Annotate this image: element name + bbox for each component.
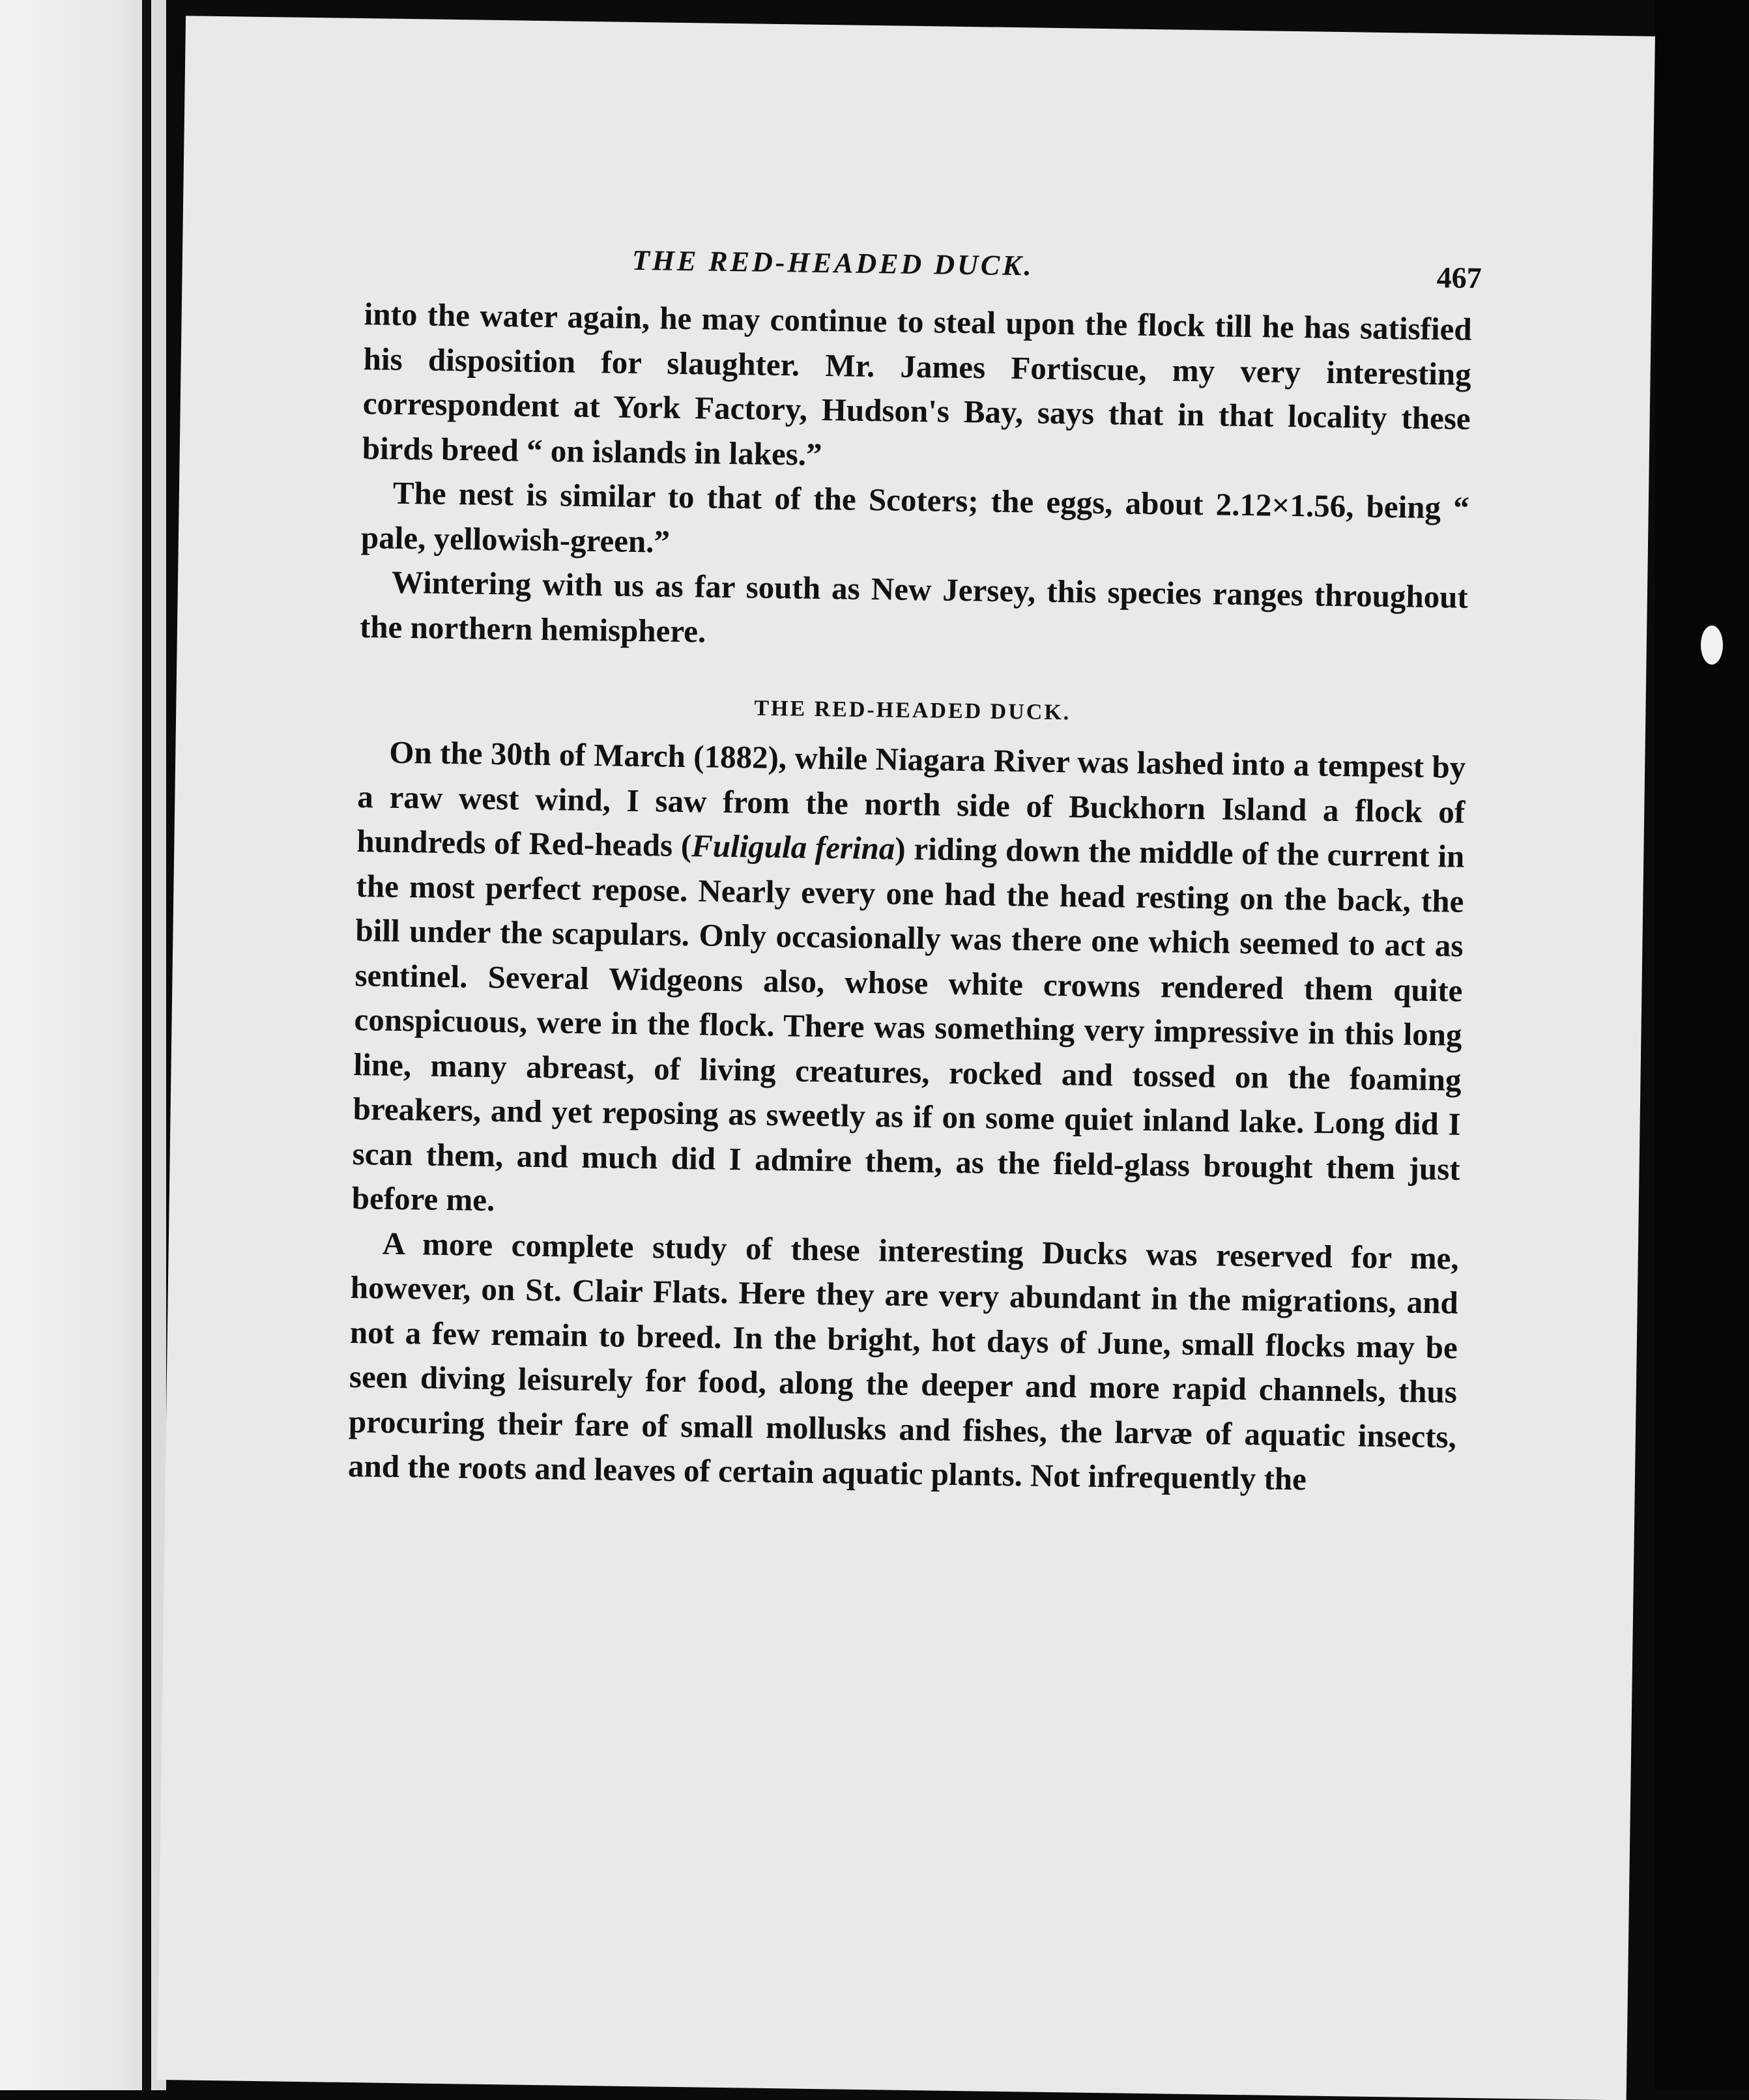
paragraph-continued: into the water again, he may continue to steal upon the flock till he has satisfied his disposition for slaughter. Mr. James Fortiscue, my very interesting correspondent at York Factory, Hudson's Bay, says that in that locality these birds breed “ on islands in lakes.” — [362, 296, 1472, 472]
paragraph-niagara-start: On the 30th of March (1882), while Niagara River was lashed into a tempest by a raw west wind, I saw from the north side of Buckhorn Island a flock of hundreds of Red-heads ( — [356, 734, 1466, 864]
book-gutter-line — [142, 0, 151, 2090]
page-number: 467 — [1436, 261, 1482, 295]
paragraph-niagara — [351, 730, 1466, 1236]
paragraph-st-clair: A more complete study of these interesting Ducks was reserved for me, however, on St. Clair Flats. Here they are very abundant in the migrations, and not a few remain to breed. In the bright, hot days of June, small flocks may be seen diving leisurely for food, along the deeper and more rapid channels, thus procuring their fare of small mollusks and fishes, the larvæ of aquatic insects, and the roots and leaves of certain aquatic plants. Not infrequently the — [347, 1225, 1460, 1497]
scan-speck — [1701, 626, 1723, 665]
facing-page-edge — [0, 0, 166, 2090]
scan-background — [1655, 0, 1749, 2090]
running-title: THE RED-HEADED DUCK. — [631, 244, 1034, 282]
paragraph-wintering: Wintering with us as far south as New Jersey, this species ranges throughout the northern hemisphere. — [359, 564, 1469, 649]
species-name: Fuligula ferina — [691, 827, 895, 867]
paragraph-niagara-rest: ) riding down the middle of the current in the most perfect repose. Nearly every one had the head resting on the back, the bill under the scapulars. Only occasionally was there one which seemed to act as sentinel. Several Widgeons also, whose white crowns rendered them quite conspicuous, were in the flock. There was something very impressive in this long line, many abreast, of living creatures, rocked and tossed on the foaming breakers, and yet reposing as sweetly as if on some quiet inland lake. Long did I scan them, and much did I admire them, as the field-glass brought them just before me. — [351, 830, 1465, 1218]
paragraph-nest: The nest is similar to that of the Scoters; the eggs, about 2.12×1.56, being “ pale, yellowish-green.” — [360, 474, 1470, 560]
section-heading: THE RED-HEADED DUCK. — [754, 696, 1071, 725]
page-content — [347, 240, 1482, 1504]
book-page — [157, 16, 1655, 2100]
